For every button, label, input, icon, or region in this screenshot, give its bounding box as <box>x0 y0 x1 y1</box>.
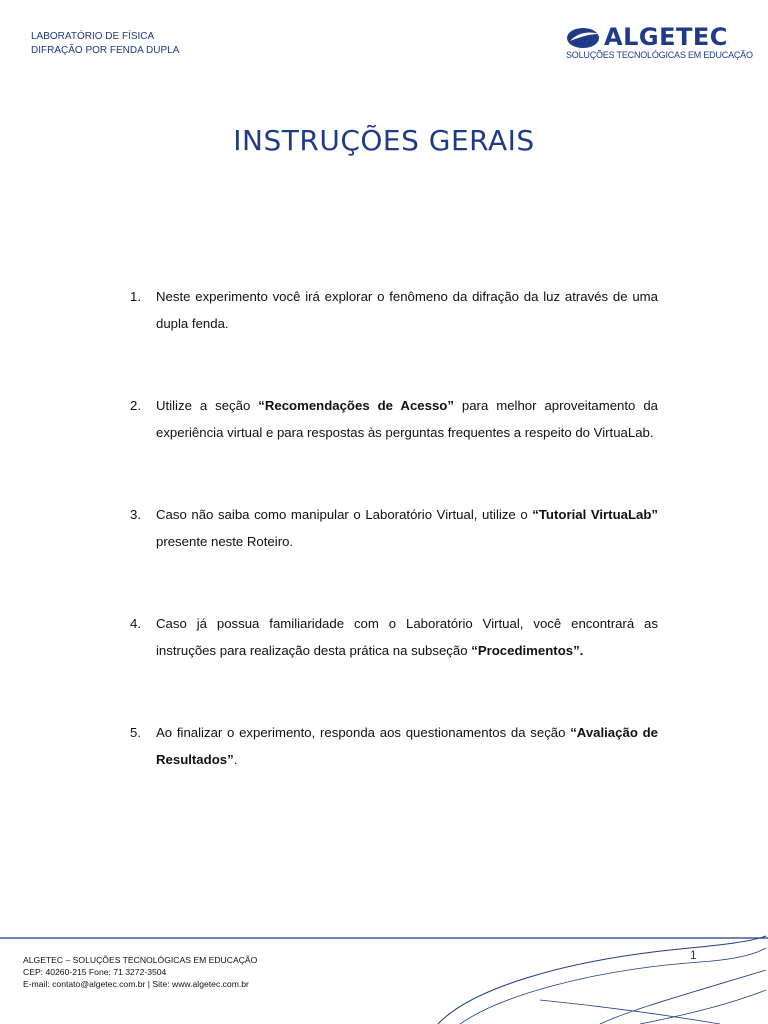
instruction-emphasis: “Recomendações de Acesso” <box>258 398 454 413</box>
algetec-logo <box>566 23 753 64</box>
instruction-text: Ao finalizar o experimento, responda aos questionamentos da seção <box>156 725 571 740</box>
footer-email-site: E-mail: contato@algetec.com.br | Site: www.algetec.com.br <box>23 979 249 989</box>
instruction-text: Caso já possua familiaridade com o Laboratório Virtual, você encontrará as instruções para realização desta prática na subseção <box>156 616 658 658</box>
footer-company: ALGETEC – SOLUÇÕES TECNOLÓGICAS EM EDUCAÇÃO <box>23 955 258 965</box>
instruction-emphasis: “Tutorial VirtuaLab” <box>532 507 658 522</box>
instruction-number: 2. <box>130 398 141 413</box>
instruction-text: Neste experimento você irá explorar o fenômeno da difração da luz através de uma dupla fenda. <box>156 289 658 331</box>
logo-swoosh-icon <box>566 26 602 50</box>
logo-wordmark: ALGETEC <box>604 23 728 51</box>
instruction-item <box>130 392 658 446</box>
instruction-emphasis: “Procedimentos”. <box>471 643 584 658</box>
instruction-number: 1. <box>130 289 141 304</box>
instruction-item <box>130 719 658 773</box>
instruction-emphasis: “Avaliação de Resultados” <box>156 725 658 767</box>
instruction-item <box>130 283 658 337</box>
header-lab-title: LABORATÓRIO DE FÍSICA <box>31 31 155 42</box>
header-experiment-title: DIFRAÇÃO POR FENDA DUPLA <box>31 45 180 56</box>
instruction-text: para melhor aproveitamento da experiência virtual e para respostas às perguntas frequentes a respeito do VirtuaLab. <box>156 398 658 440</box>
instruction-text: presente neste Roteiro. <box>156 534 294 549</box>
instruction-item <box>130 610 658 664</box>
footer-address-phone: CEP: 40260-215 Fone: 71 3272-3504 <box>23 967 167 977</box>
instruction-number: 5. <box>130 725 141 740</box>
instructions-list <box>130 283 658 773</box>
instruction-number: 4. <box>130 616 141 631</box>
instruction-text: Caso não saiba como manipular o Laboratório Virtual, utilize o <box>156 507 533 522</box>
page-number: 1 <box>690 948 697 962</box>
logo-tagline: SOLUÇÕES TECNOLÓGICAS EM EDUCAÇÃO <box>566 50 753 60</box>
instruction-text: . <box>233 752 238 767</box>
footer-contact <box>23 954 257 990</box>
instruction-number: 3. <box>130 507 141 522</box>
instruction-item <box>130 501 658 555</box>
page-title: INSTRUÇÕES GERAIS <box>233 124 535 157</box>
document-header <box>31 30 179 58</box>
instruction-text: Utilize a seção <box>156 398 259 413</box>
